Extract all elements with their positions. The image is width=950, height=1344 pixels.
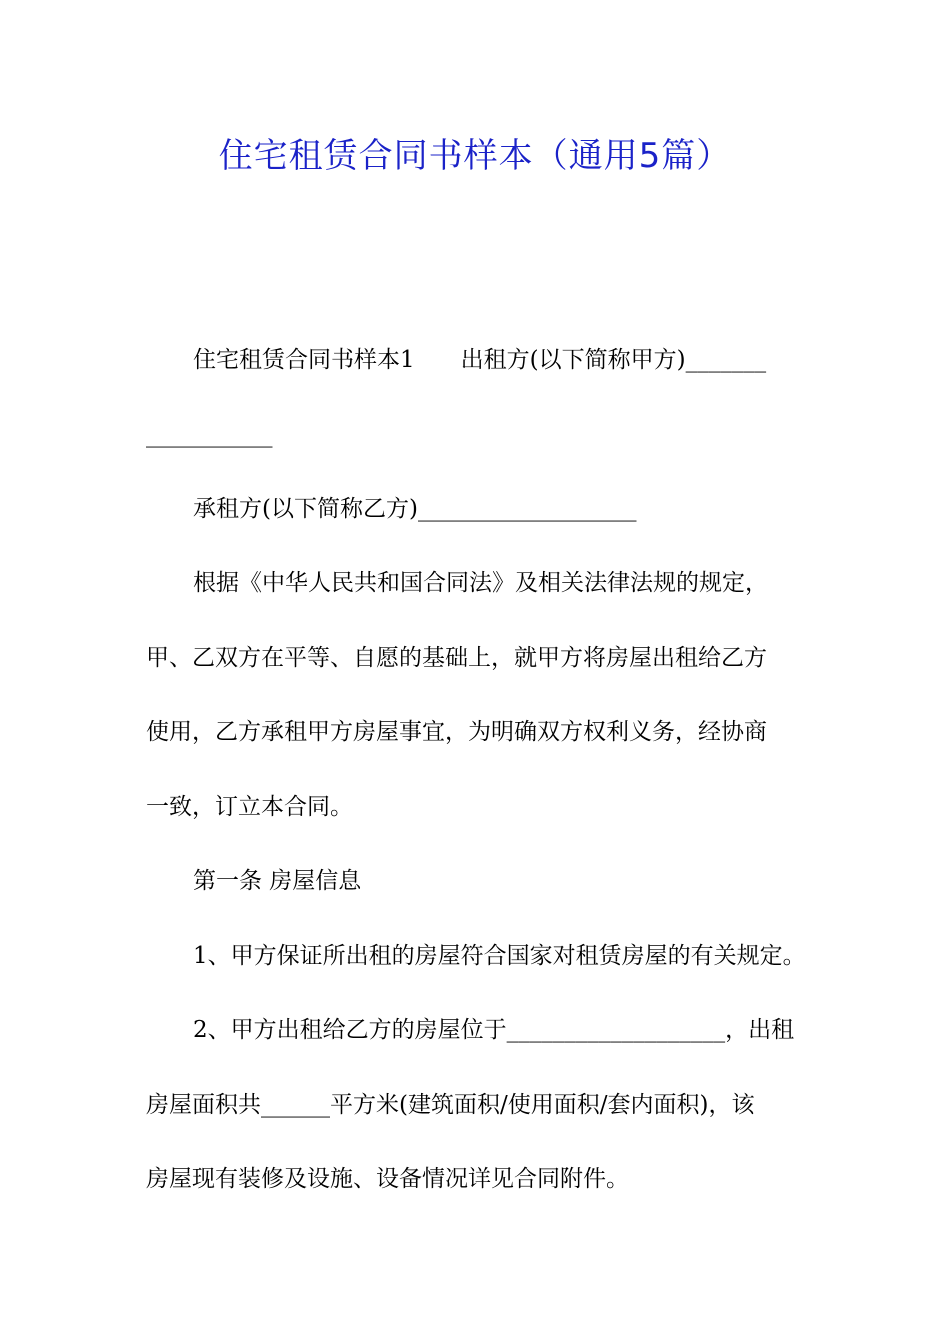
paragraph-line-7: 一致，订立本合同。 xyxy=(146,794,353,820)
document-title: 住宅租赁合同书样本（通用5篇） xyxy=(218,136,732,176)
paragraph-line-12: 房屋现有装修及设施、设备情况详见合同附件。 xyxy=(146,1166,629,1192)
paragraph-line-5: 甲、乙双方在平等、自愿的基础上，就甲方将房屋出租给乙方 xyxy=(146,645,767,671)
paragraph-line-1: 住宅租赁合同书样本1 出租方(以下简称甲方)_______ xyxy=(193,347,767,373)
paragraph-line-9: 1、甲方保证所出租的房屋符合国家对租赁房屋的有关规定。 xyxy=(193,943,806,969)
paragraph-line-4: 根据《中华人民共和国合同法》及相关法律法规的规定， xyxy=(193,570,768,596)
paragraph-line-6: 使用，乙方承租甲方房屋事宜，为明确双方权利义务，经协商 xyxy=(146,719,767,745)
paragraph-line-10: 2、甲方出租给乙方的房屋位于___________________，出租 xyxy=(193,1017,795,1043)
section-heading: 第一条 房屋信息 xyxy=(193,868,362,894)
paragraph-line-2: ___________ xyxy=(146,422,273,448)
paragraph-line-3: 承租方(以下简称乙方)___________________ xyxy=(193,496,637,522)
paragraph-line-11: 房屋面积共______平方米(建筑面积/使用面积/套内面积)，该 xyxy=(146,1092,755,1118)
